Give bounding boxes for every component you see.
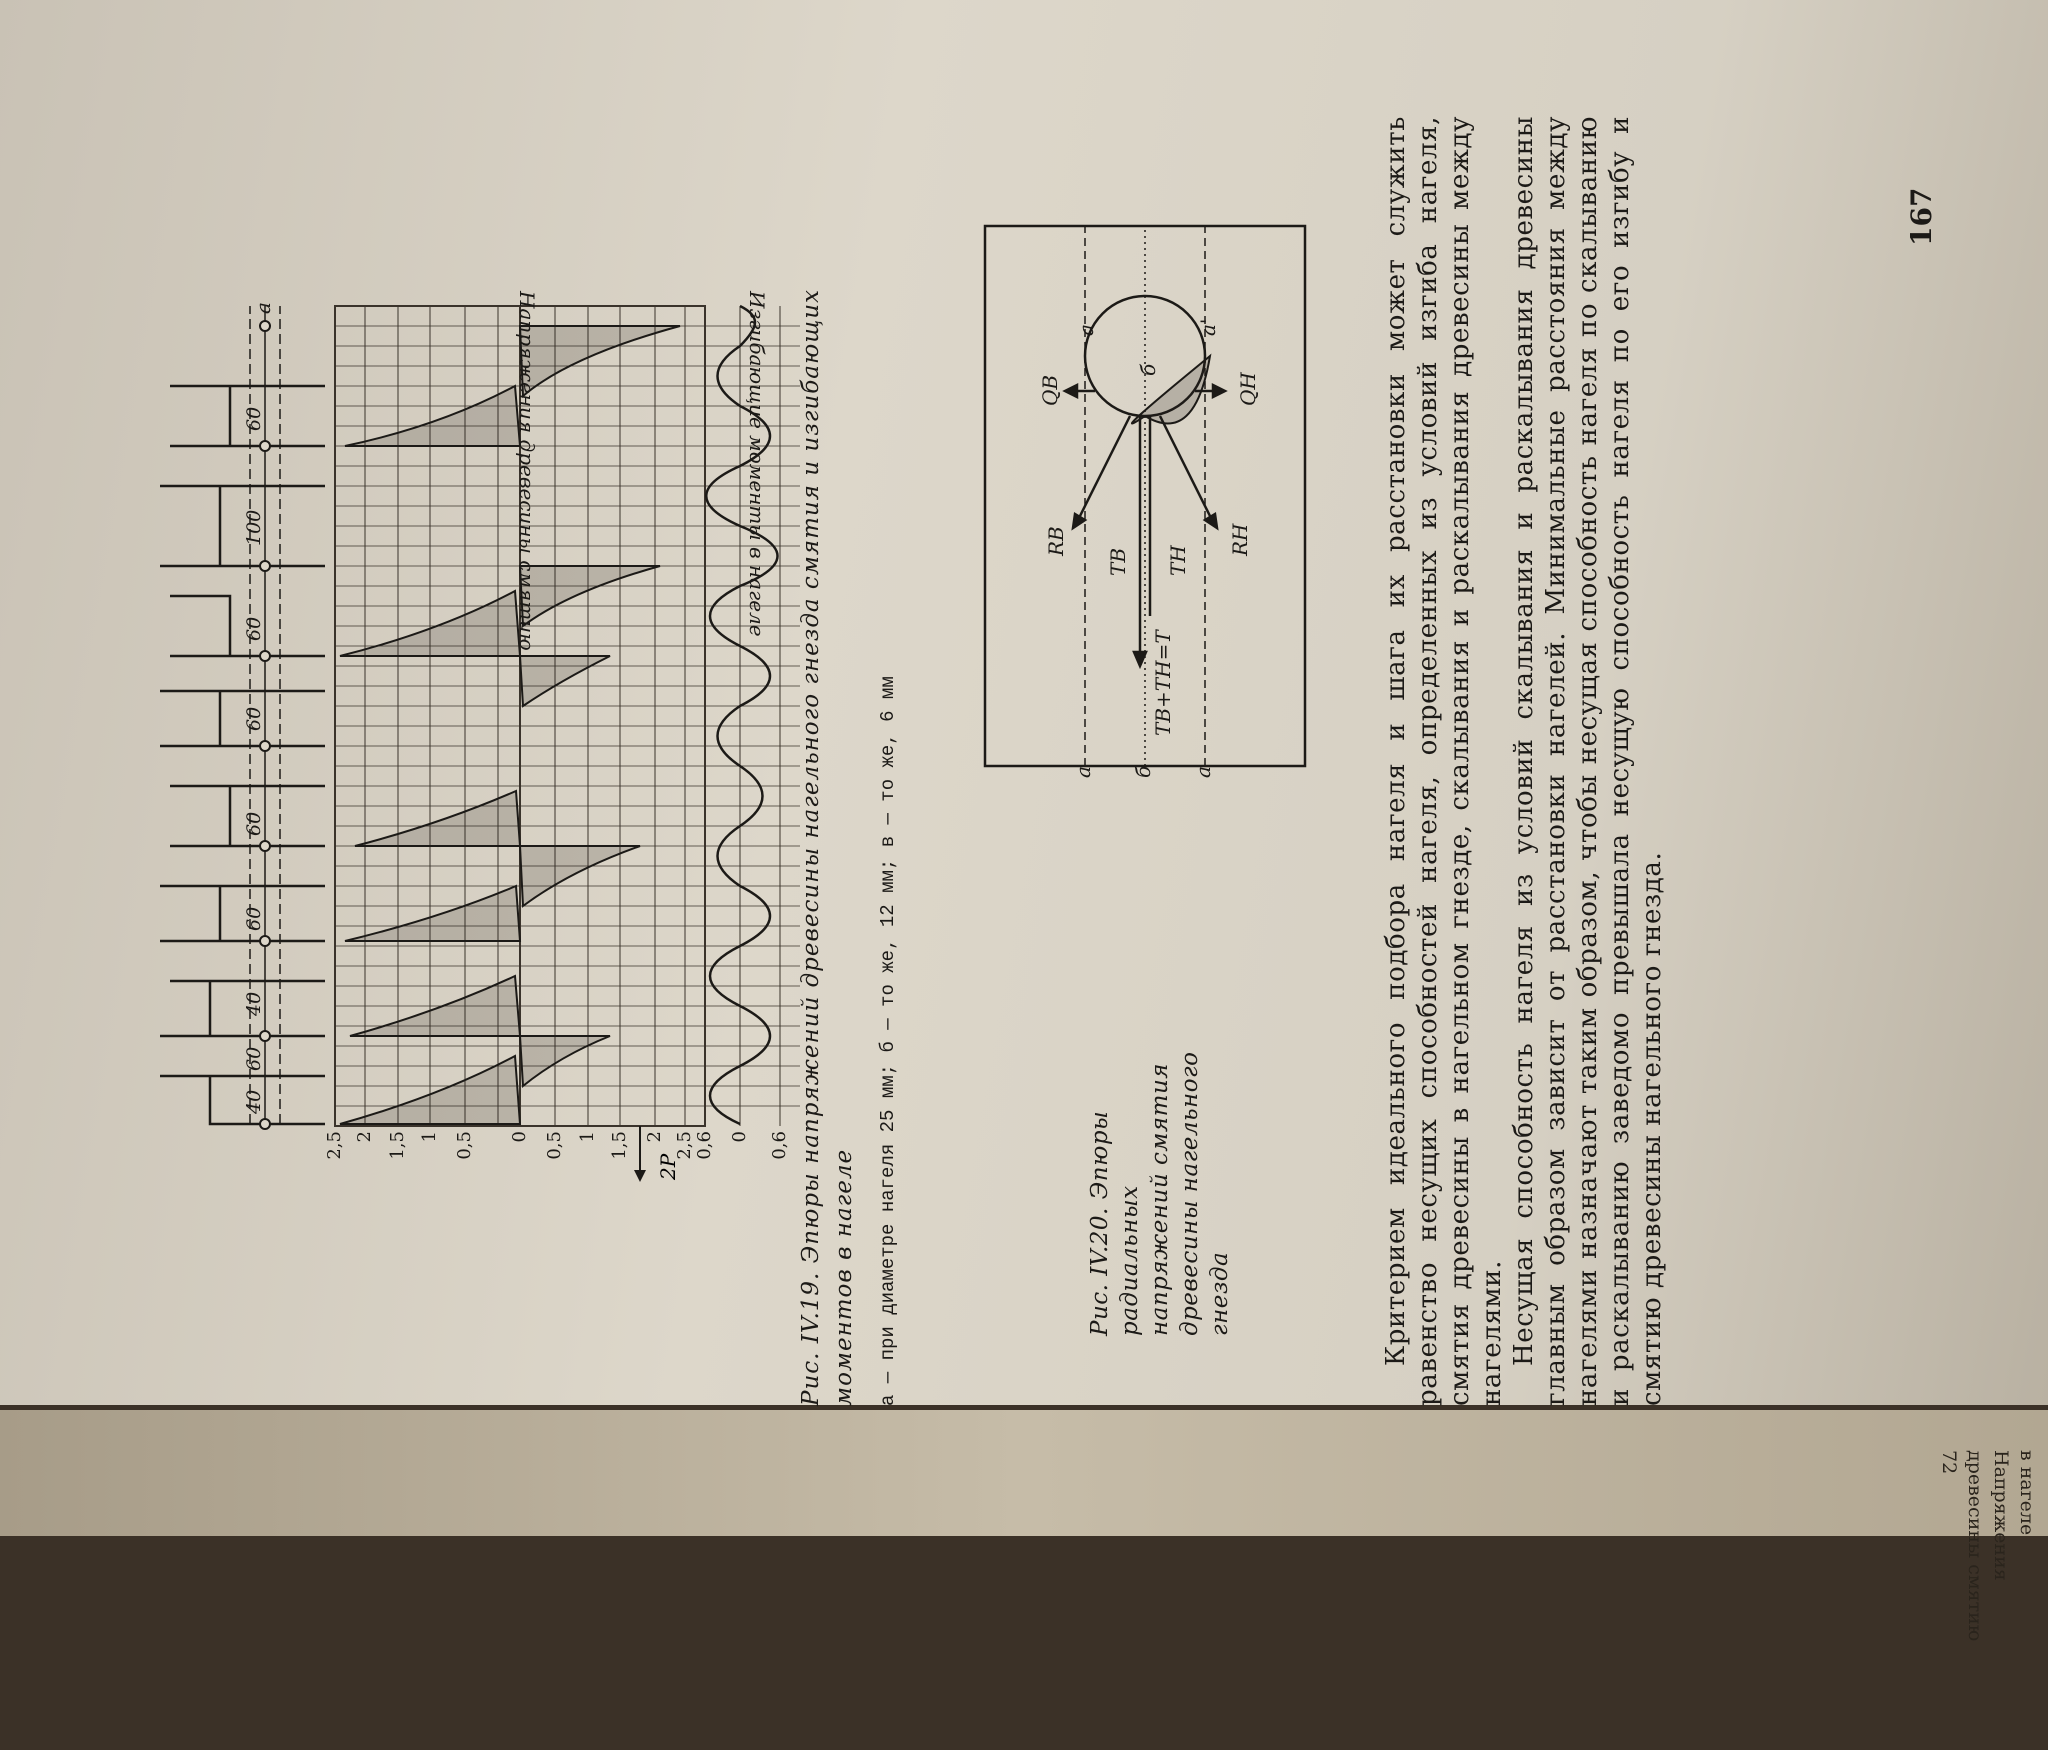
body-text: [1380, 116, 1668, 1406]
previous-page-line-4: 72: [1938, 1450, 1960, 1475]
stress-tick-7: 0,5: [544, 1131, 565, 1160]
figure-iv19: [140, 286, 870, 1186]
moment-tick-3: 0,6: [769, 1131, 790, 1160]
previous-page-rotated: [0, 1410, 2048, 1642]
stress-tick-1: 2,5: [324, 1131, 345, 1160]
stress-label: Напряжения древесины смятию: [515, 291, 539, 651]
stress-tick-3: 1,5: [387, 1131, 408, 1160]
figure-iv19-caption-title: Рис. IV.19. Эпюры напряжений древесины нагельного гнезда смятия и изгибающих моментов в нагеле: [798, 289, 857, 1406]
paragraph-1: Критерием идеального подбора нагеля и шага их расстановки может служить равенство несущих способностей нагеля, определенных из условий изгиба нагеля, смятия древесины в нагельном гнезде, скалывания и раскалывания древесины между нагелями.: [1381, 116, 1507, 1406]
previous-page-line-3: древесины смятию: [1964, 1450, 1986, 1642]
force-label-rh: RH: [1228, 523, 1252, 556]
point-label-a: а: [1074, 324, 1098, 336]
stress-tick-11: 2,5: [674, 1131, 695, 1160]
moment-tick-1: 0,6: [694, 1131, 715, 1160]
previous-page-edge: [0, 1410, 2048, 1642]
figure-iv19-caption: [795, 156, 901, 1406]
spacing-label-5: 60: [243, 811, 265, 836]
moment-label: Изгибающие моменты в нагеле: [745, 291, 769, 637]
stress-tick-8: 1: [577, 1131, 598, 1143]
svg-text:2P: 2P: [656, 1153, 680, 1180]
stress-tick-4: 1: [419, 1131, 440, 1143]
force-label-qh: QH: [1236, 372, 1260, 406]
figure-iv19-caption-legend: а — при диаметре нагеля 25 мм; б — то же, 12 мм; в — то же, 6 мм: [877, 676, 899, 1406]
figure-iv20-caption: Рис. IV.20. Эпюры радиальных напряжений смятия древесины нагельного гнезда: [1087, 1051, 1233, 1336]
axis-label-b: б: [1131, 765, 1155, 778]
spacing-label-9: 60: [243, 406, 265, 431]
spacing-label-1: 40: [243, 1089, 265, 1114]
figure-iv19-grid: [335, 306, 800, 1126]
force-label-t-sum: TB+TH=T: [1151, 630, 1175, 736]
force-label-qb: QB: [1038, 374, 1062, 406]
moment-tick-2: 0: [729, 1131, 750, 1143]
stress-tick-6: 0: [509, 1131, 530, 1143]
axis-label-a2: а: [1191, 766, 1215, 778]
variant-label-a: а: [251, 302, 275, 314]
previous-page-line-2: Напряжения: [1990, 1450, 2012, 1581]
stress-tick-9: 1,5: [609, 1131, 630, 1160]
force-label-th: TH: [1166, 545, 1190, 576]
spacing-label-2: 60: [243, 1046, 265, 1071]
paragraph-2: Несущая способность нагеля из условий скалывания и раскалывания древесины главным образом зависит от расстановки нагелей. Минимальные расстояния между нагелями назначают таким образом, чтобы несущая способность нагеля по скалыванию и раскалыванию заведомо превышала несущую способность нагеля по его изгибу и смятию древесины нагельного гнезда.: [1509, 116, 1667, 1406]
spacing-label-7: 60: [243, 616, 265, 641]
page-number: 167: [1905, 187, 1938, 246]
force-label-rb: RB: [1044, 526, 1068, 556]
stress-tick-5: 0,5: [454, 1131, 475, 1160]
stress-tick-10: 2: [644, 1131, 665, 1143]
spacing-label-6: 60: [243, 706, 265, 731]
point-label-a-prime: а': [1196, 318, 1220, 336]
previous-page-text: [1936, 1450, 2040, 1750]
figure-iv20: [965, 216, 1325, 776]
spacing-label-8: 100: [243, 509, 265, 546]
point-label-b: б: [1136, 363, 1160, 376]
stress-tick-2: 2: [354, 1131, 375, 1143]
spacing-label-3: 40: [243, 991, 265, 1016]
spacing-label-4: 60: [243, 906, 265, 931]
axis-label-a1: а: [1071, 766, 1095, 778]
force-label-tb: TB: [1106, 547, 1130, 576]
previous-page-line-1: в нагеле: [2016, 1450, 2038, 1536]
